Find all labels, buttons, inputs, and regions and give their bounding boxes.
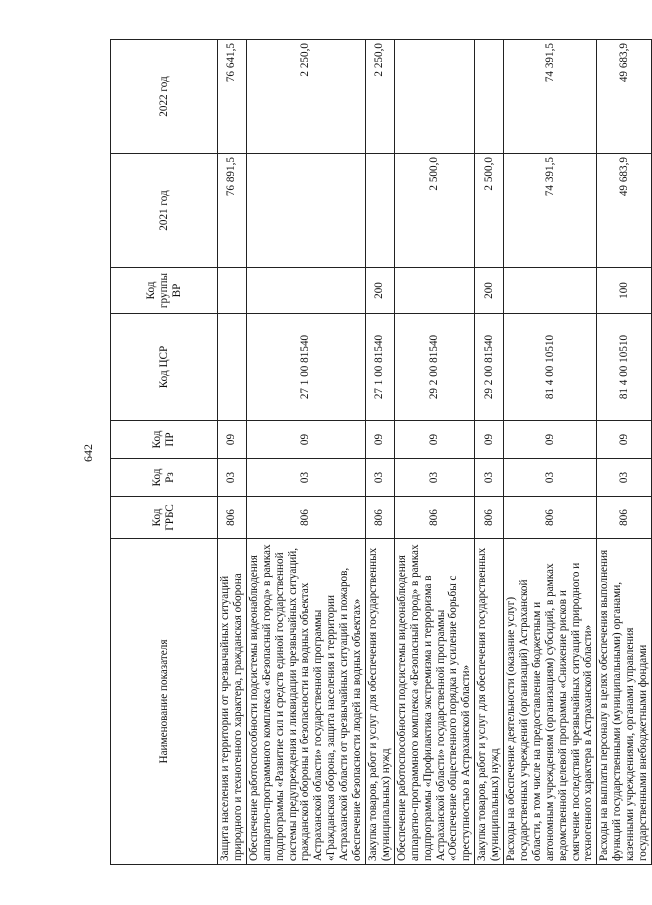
table-row xyxy=(504,40,597,865)
cell-name: Закупка товаров, работ и услуг для обеспечения государственных (муниципальных) нужд xyxy=(475,539,504,865)
cell-vr xyxy=(246,268,365,314)
header-pr: Код ПР xyxy=(111,421,218,459)
cell-2022: 49 683,9 xyxy=(597,40,652,154)
cell-grbs: 806 xyxy=(246,497,365,539)
cell-grbs: 806 xyxy=(365,497,394,539)
cell-pr: 09 xyxy=(504,421,597,459)
header-name: Наименование показателя xyxy=(111,539,218,865)
cell-pr: 09 xyxy=(394,421,474,459)
header-2021: 2021 год xyxy=(111,154,218,268)
cell-csr: 81 4 00 10510 xyxy=(504,314,597,421)
cell-rz: 03 xyxy=(218,459,247,497)
cell-2021: 49 683,9 xyxy=(597,154,652,268)
cell-2022 xyxy=(394,40,474,154)
cell-pr: 09 xyxy=(246,421,365,459)
cell-pr: 09 xyxy=(365,421,394,459)
table-row xyxy=(365,40,394,865)
cell-vr xyxy=(504,268,597,314)
cell-grbs: 806 xyxy=(597,497,652,539)
cell-pr: 09 xyxy=(597,421,652,459)
cell-rz: 03 xyxy=(365,459,394,497)
cell-grbs: 806 xyxy=(475,497,504,539)
table-header-row xyxy=(111,40,218,865)
cell-name: Защита населения и территории от чрезвычайных ситуаций природного и техногенного характера, гражданская оборона xyxy=(218,539,247,865)
table-row xyxy=(246,40,365,865)
cell-name: Обеспечение работоспособности подсистемы видеонаблюдения аппаратно-программного комплекса «Безопасный город» в рамках подпрограммы «Развитие сил и средств единой государственной системы предупреждения и ликвидации чрезвычайных ситуаций, гражданской обороны и безопасности на водных объектах Астраханской области» государственной программы «Гражданская оборона, защита населения и территории Астраханской области от чрезвычайных ситуаций и пожаров, обеспечение безопасности людей на водных объектах» xyxy=(246,539,365,865)
cell-rz: 03 xyxy=(475,459,504,497)
cell-2022: 76 641,5 xyxy=(218,40,247,154)
cell-csr: 29 2 00 81540 xyxy=(475,314,504,421)
cell-rz: 03 xyxy=(504,459,597,497)
header-2022: 2022 год xyxy=(111,40,218,154)
cell-name: Обеспечение работоспособности подсистемы видеонаблюдения аппаратно-программного комплекса «Безопасный город» в рамках подпрограммы «Профилактика экстремизма и терроризма в Астраханской области» государственной программы «Обеспечение общественного порядка и усиление борьбы с преступностью в Астраханской области» xyxy=(394,539,474,865)
cell-2022: 74 391,5 xyxy=(504,40,597,154)
cell-vr: 100 xyxy=(597,268,652,314)
cell-rz: 03 xyxy=(394,459,474,497)
cell-grbs: 806 xyxy=(504,497,597,539)
cell-2021: 74 391,5 xyxy=(504,154,597,268)
cell-vr: 200 xyxy=(475,268,504,314)
cell-2021: 76 891,5 xyxy=(218,154,247,268)
table-row xyxy=(394,40,474,865)
cell-2021 xyxy=(365,154,394,268)
cell-csr xyxy=(218,314,247,421)
cell-vr: 200 xyxy=(365,268,394,314)
cell-grbs: 806 xyxy=(218,497,247,539)
cell-2021 xyxy=(246,154,365,268)
cell-vr xyxy=(394,268,474,314)
cell-grbs: 806 xyxy=(394,497,474,539)
rotated-table-container xyxy=(110,40,650,865)
table-row xyxy=(475,40,504,865)
page-number: 642 xyxy=(81,444,95,462)
cell-2022 xyxy=(475,40,504,154)
header-csr: Код ЦСР xyxy=(111,314,218,421)
cell-rz: 03 xyxy=(597,459,652,497)
cell-csr: 81 4 00 10510 xyxy=(597,314,652,421)
cell-name: Расходы на выплаты персоналу в целях обеспечения выполнения функций государственными (муниципальными) органами, казенными учреждениями, органами управления государственными внебюджетными фондами xyxy=(597,539,652,865)
header-vr: Код группы ВР xyxy=(111,268,218,314)
cell-csr: 27 1 00 81540 xyxy=(365,314,394,421)
budget-table xyxy=(110,39,652,865)
header-grbs: Код ГРБС xyxy=(111,497,218,539)
cell-csr: 29 2 00 81540 xyxy=(394,314,474,421)
cell-name: Закупка товаров, работ и услуг для обеспечения государственных (муниципальных) нужд xyxy=(365,539,394,865)
cell-pr: 09 xyxy=(475,421,504,459)
cell-vr xyxy=(218,268,247,314)
cell-2022: 2 250,0 xyxy=(365,40,394,154)
header-rz: Код Рз xyxy=(111,459,218,497)
cell-2021: 2 500,0 xyxy=(475,154,504,268)
table-row xyxy=(218,40,247,865)
cell-rz: 03 xyxy=(246,459,365,497)
cell-2022: 2 250,0 xyxy=(246,40,365,154)
cell-pr: 09 xyxy=(218,421,247,459)
cell-2021: 2 500,0 xyxy=(394,154,474,268)
cell-name: Расходы на обеспечение деятельности (оказание услуг) государственных учреждений (организаций) Астраханской области, в том числе на предоставление бюджетным и автономным учреждениям (организациям) субсидий, в рамках ведомственной целевой программы «Снижение рисков и смягчение последствий чрезвычайных ситуаций природного и техногенного характера в Астраханской области» xyxy=(504,539,597,865)
table-row xyxy=(597,40,652,865)
cell-csr: 27 1 00 81540 xyxy=(246,314,365,421)
